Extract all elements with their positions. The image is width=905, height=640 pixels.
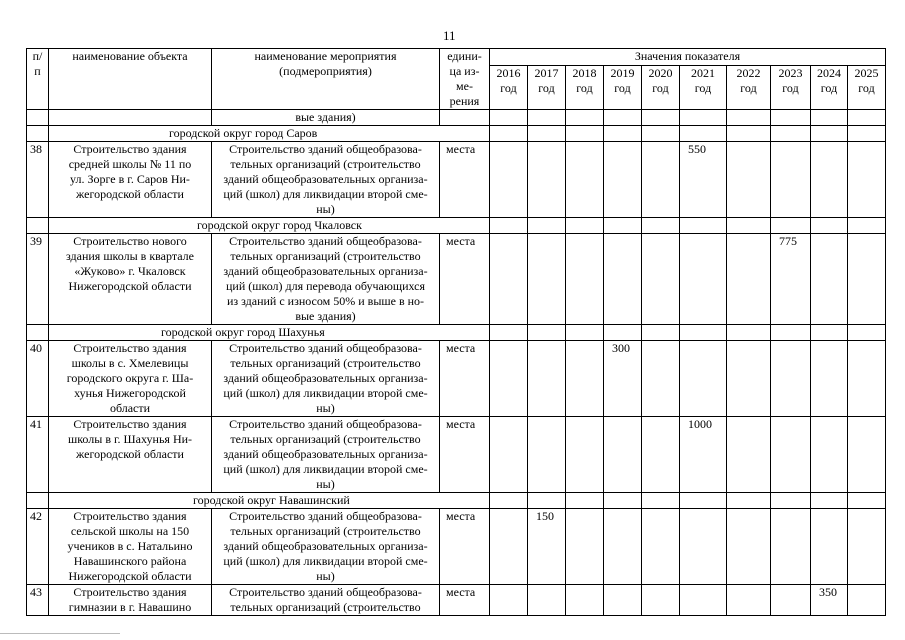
year-value bbox=[490, 509, 528, 585]
section-empty-cell bbox=[604, 126, 642, 142]
section-empty-cell bbox=[727, 493, 771, 509]
row-number: 41 bbox=[27, 417, 49, 493]
table-row bbox=[27, 234, 886, 325]
table-row bbox=[27, 417, 886, 493]
year-value bbox=[528, 234, 566, 325]
cont-empty bbox=[680, 110, 727, 126]
year-value bbox=[642, 341, 680, 417]
year-value: 775 bbox=[771, 234, 811, 325]
cont-empty bbox=[848, 110, 886, 126]
measure-name: Строительство зданий общеобразова- тельных организаций (строительство зданий общеобразовательных организа- ций (школ) для ликвидации второй сме- ны) bbox=[212, 509, 440, 585]
year-value: 300 bbox=[604, 341, 642, 417]
year-value bbox=[848, 341, 886, 417]
year-value bbox=[566, 417, 604, 493]
section-row bbox=[27, 493, 886, 509]
year-value bbox=[490, 341, 528, 417]
year-value bbox=[727, 509, 771, 585]
year-value bbox=[528, 142, 566, 218]
section-empty-cell bbox=[528, 218, 566, 234]
year-value bbox=[848, 585, 886, 616]
cont-empty bbox=[727, 110, 771, 126]
section-empty-cell bbox=[680, 325, 727, 341]
section-empty-cell bbox=[566, 493, 604, 509]
object-name: Строительство нового здания школы в квартале «Жуково» г. Чкаловск Нижегородской области bbox=[49, 234, 212, 325]
section-row bbox=[27, 126, 886, 142]
section-empty-cell bbox=[566, 218, 604, 234]
cont-empty bbox=[604, 110, 642, 126]
year-value bbox=[811, 234, 848, 325]
section-title: городской округ Навашинский bbox=[49, 493, 490, 509]
year-value bbox=[490, 142, 528, 218]
continuation-text: вые здания) bbox=[212, 110, 440, 126]
year-value bbox=[680, 234, 727, 325]
section-empty-cell bbox=[490, 218, 528, 234]
year-value bbox=[642, 509, 680, 585]
header-year: 2018 год bbox=[566, 66, 604, 110]
cont-empty bbox=[642, 110, 680, 126]
header-year: 2017 год bbox=[528, 66, 566, 110]
section-empty-cell bbox=[771, 218, 811, 234]
section-empty-cell bbox=[771, 126, 811, 142]
table-row bbox=[27, 585, 886, 616]
header-year: 2020 год bbox=[642, 66, 680, 110]
header-year: 2025 год bbox=[848, 66, 886, 110]
section-empty-cell bbox=[604, 325, 642, 341]
section-row bbox=[27, 325, 886, 341]
year-value bbox=[490, 234, 528, 325]
section-empty-cell bbox=[490, 493, 528, 509]
object-name: Строительство здания гимназии в г. Навашино bbox=[49, 585, 212, 616]
year-value bbox=[642, 585, 680, 616]
cont-empty bbox=[27, 110, 49, 126]
section-empty-cell bbox=[528, 325, 566, 341]
section-empty-cell bbox=[848, 493, 886, 509]
section-empty-cell bbox=[771, 493, 811, 509]
year-value bbox=[642, 234, 680, 325]
table-row bbox=[27, 142, 886, 218]
cont-empty bbox=[566, 110, 604, 126]
object-name: Строительство здания школы в с. Хмелевицы городского округа г. Ша- хунья Нижегородской области bbox=[49, 341, 212, 417]
year-value bbox=[642, 417, 680, 493]
section-empty-cell bbox=[642, 126, 680, 142]
section-empty-cell bbox=[811, 218, 848, 234]
year-value bbox=[566, 142, 604, 218]
header-year: 2016 год bbox=[490, 66, 528, 110]
year-value bbox=[727, 585, 771, 616]
section-empty-cell bbox=[727, 126, 771, 142]
header-year: 2021 год bbox=[680, 66, 727, 110]
section-empty-cell bbox=[490, 325, 528, 341]
section-empty-cell bbox=[680, 126, 727, 142]
header-row bbox=[27, 49, 886, 66]
year-value bbox=[771, 509, 811, 585]
section-empty-cell bbox=[528, 126, 566, 142]
section-empty-cell bbox=[642, 493, 680, 509]
cont-empty bbox=[490, 110, 528, 126]
year-value bbox=[566, 341, 604, 417]
year-value bbox=[727, 234, 771, 325]
year-value bbox=[642, 142, 680, 218]
object-name: Строительство здания средней школы № 11 по ул. Зорге в г. Саров Ни- жегородской области bbox=[49, 142, 212, 218]
unit: места bbox=[440, 234, 490, 325]
section-empty-cell bbox=[680, 218, 727, 234]
section-empty-cell bbox=[642, 218, 680, 234]
page-number: 11 bbox=[443, 28, 456, 43]
measure-name: Строительство зданий общеобразова- тельных организаций (строительство зданий общеобразовательных организа- ций (школ) для ликвидации второй сме- ны) bbox=[212, 417, 440, 493]
section-empty-cell bbox=[490, 126, 528, 142]
year-value bbox=[771, 417, 811, 493]
year-value bbox=[727, 142, 771, 218]
year-value bbox=[680, 509, 727, 585]
year-value bbox=[604, 234, 642, 325]
year-value bbox=[680, 341, 727, 417]
measure-name: Строительство зданий общеобразова- тельных организаций (строительство зданий общеобразовательных организа- ций (школ) для ликвидации второй сме- ны) bbox=[212, 142, 440, 218]
year-value bbox=[727, 341, 771, 417]
year-value: 550 bbox=[680, 142, 727, 218]
header-pp: п/ п bbox=[27, 49, 49, 110]
cont-empty bbox=[771, 110, 811, 126]
year-value bbox=[528, 341, 566, 417]
header-unit: едини- ца из- ме- рения bbox=[440, 49, 490, 110]
measure-name: Строительство зданий общеобразова- тельных организаций (строительство зданий общеобразовательных организа- ций (школ) для перевода обучающихся из зданий с износом 50% и выше в но- вые здания) bbox=[212, 234, 440, 325]
year-value bbox=[811, 509, 848, 585]
unit: места bbox=[440, 417, 490, 493]
year-value bbox=[848, 142, 886, 218]
year-value bbox=[528, 417, 566, 493]
header-year: 2023 год bbox=[771, 66, 811, 110]
measure-name: Строительство зданий общеобразова- тельных организаций (строительство зданий общеобразовательных организа- ций (школ) для ликвидации второй сме- ны) bbox=[212, 341, 440, 417]
object-name: Строительство здания сельской школы на 150 учеников в с. Натальино Навашинского района Нижегородской области bbox=[49, 509, 212, 585]
cont-empty bbox=[440, 110, 490, 126]
section-title: городской округ город Саров bbox=[49, 126, 490, 142]
section-num-empty bbox=[27, 218, 49, 234]
year-value bbox=[771, 142, 811, 218]
year-value bbox=[490, 417, 528, 493]
year-value bbox=[848, 509, 886, 585]
year-value bbox=[848, 417, 886, 493]
year-value: 150 bbox=[528, 509, 566, 585]
year-value bbox=[604, 417, 642, 493]
section-empty-cell bbox=[811, 325, 848, 341]
section-empty-cell bbox=[566, 325, 604, 341]
cont-empty bbox=[528, 110, 566, 126]
row-number: 42 bbox=[27, 509, 49, 585]
year-value bbox=[604, 585, 642, 616]
cont-empty bbox=[811, 110, 848, 126]
year-value bbox=[848, 234, 886, 325]
measure-name: Строительство зданий общеобразова- тельных организаций (строительство bbox=[212, 585, 440, 616]
table-row bbox=[27, 341, 886, 417]
section-empty-cell bbox=[604, 493, 642, 509]
section-title: городской округ город Шахунья bbox=[49, 325, 490, 341]
section-title: городской округ город Чкаловск bbox=[49, 218, 490, 234]
unit: места bbox=[440, 585, 490, 616]
header-measure: наименование мероприятия (подмероприятия) bbox=[212, 49, 440, 110]
section-empty-cell bbox=[848, 218, 886, 234]
header-year: 2022 год bbox=[727, 66, 771, 110]
continuation-row bbox=[27, 110, 886, 126]
unit: места bbox=[440, 142, 490, 218]
year-value bbox=[604, 142, 642, 218]
year-value bbox=[811, 341, 848, 417]
header-object: наименование объекта bbox=[49, 49, 212, 110]
section-empty-cell bbox=[727, 325, 771, 341]
year-value bbox=[566, 509, 604, 585]
section-empty-cell bbox=[642, 325, 680, 341]
year-value: 350 bbox=[811, 585, 848, 616]
unit: места bbox=[440, 341, 490, 417]
section-row bbox=[27, 218, 886, 234]
year-value bbox=[680, 585, 727, 616]
section-empty-cell bbox=[848, 325, 886, 341]
section-empty-cell bbox=[811, 493, 848, 509]
section-num-empty bbox=[27, 325, 49, 341]
section-empty-cell bbox=[848, 126, 886, 142]
year-value bbox=[566, 585, 604, 616]
year-value bbox=[604, 509, 642, 585]
scan-artifact-line bbox=[0, 633, 120, 634]
section-num-empty bbox=[27, 126, 49, 142]
year-value: 1000 bbox=[680, 417, 727, 493]
row-number: 43 bbox=[27, 585, 49, 616]
cont-empty bbox=[49, 110, 212, 126]
header-year: 2019 год bbox=[604, 66, 642, 110]
unit: места bbox=[440, 509, 490, 585]
row-number: 39 bbox=[27, 234, 49, 325]
object-name: Строительство здания школы в г. Шахунья Ни- жегородской области bbox=[49, 417, 212, 493]
section-empty-cell bbox=[727, 218, 771, 234]
year-value bbox=[566, 234, 604, 325]
row-number: 40 bbox=[27, 341, 49, 417]
year-value bbox=[528, 585, 566, 616]
year-value bbox=[771, 341, 811, 417]
table-row bbox=[27, 509, 886, 585]
section-empty-cell bbox=[528, 493, 566, 509]
year-value bbox=[771, 585, 811, 616]
indicator-table bbox=[26, 48, 886, 616]
row-number: 38 bbox=[27, 142, 49, 218]
header-values: Значения показателя bbox=[490, 49, 886, 66]
section-empty-cell bbox=[680, 493, 727, 509]
section-num-empty bbox=[27, 493, 49, 509]
section-empty-cell bbox=[604, 218, 642, 234]
year-value bbox=[811, 142, 848, 218]
section-empty-cell bbox=[771, 325, 811, 341]
year-value bbox=[490, 585, 528, 616]
year-value bbox=[727, 417, 771, 493]
section-empty-cell bbox=[566, 126, 604, 142]
header-year: 2024 год bbox=[811, 66, 848, 110]
year-value bbox=[811, 417, 848, 493]
section-empty-cell bbox=[811, 126, 848, 142]
